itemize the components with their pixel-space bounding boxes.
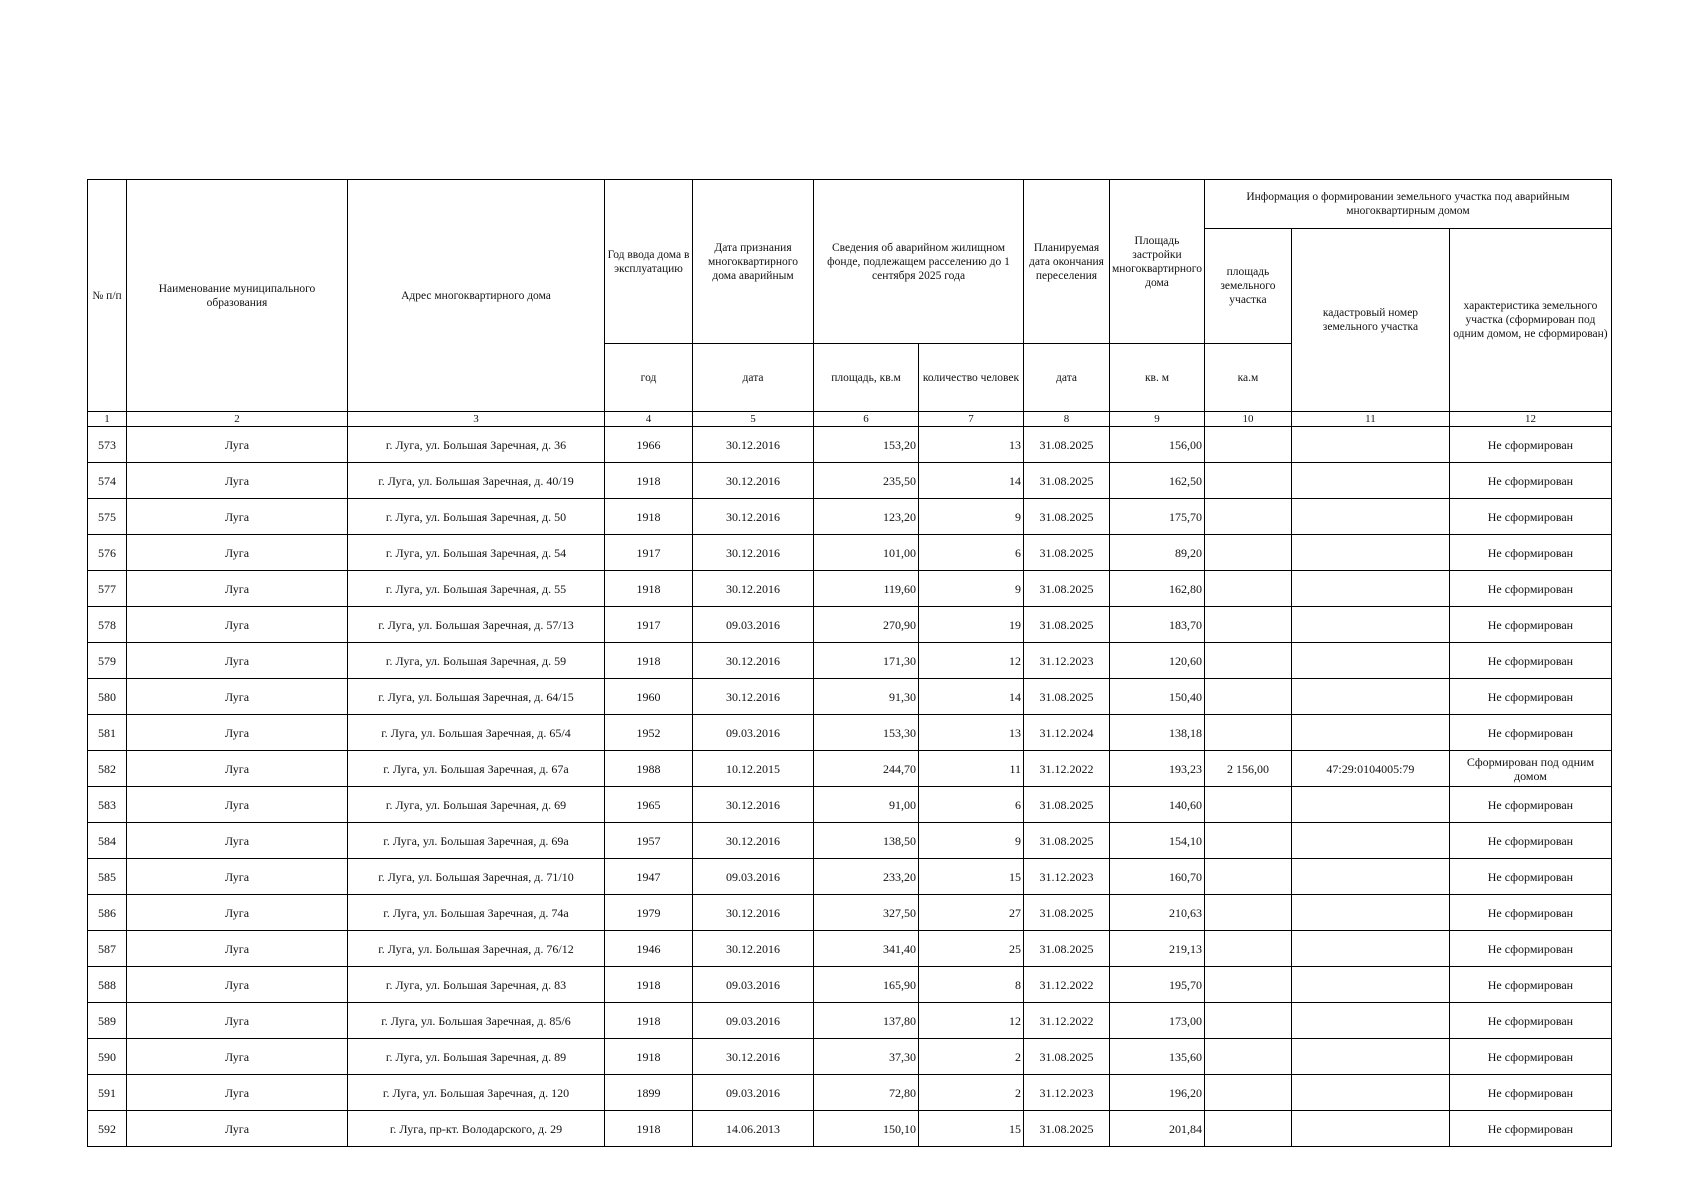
cell-planned-date: 31.08.2025 <box>1024 931 1110 967</box>
cell-emergency-date: 30.12.2016 <box>693 823 814 859</box>
cell-area: 91,30 <box>814 679 919 715</box>
table-row <box>88 859 1612 895</box>
housing-table <box>87 179 1612 1147</box>
cell-land-status: Не сформирован <box>1449 715 1611 751</box>
cell-building-area: 162,80 <box>1110 571 1205 607</box>
header-cadastral-number: кадастровый номер земельного участка <box>1291 229 1449 412</box>
cell-land-area <box>1204 895 1291 931</box>
cell-municipality: Луга <box>127 535 348 571</box>
cell-land-area <box>1204 463 1291 499</box>
cell-area: 150,10 <box>814 1111 919 1147</box>
cell-area: 327,50 <box>814 895 919 931</box>
cell-year-built: 1960 <box>605 679 693 715</box>
cell-year-built: 1979 <box>605 895 693 931</box>
cell-year-built: 1918 <box>605 1111 693 1147</box>
unit-area: площадь, кв.м <box>814 344 919 412</box>
cell-land-status: Не сформирован <box>1449 1039 1611 1075</box>
cell-cadastral-number <box>1291 895 1449 931</box>
cell-number: 581 <box>88 715 127 751</box>
cell-number: 587 <box>88 931 127 967</box>
cell-cadastral-number <box>1291 931 1449 967</box>
cell-emergency-date: 30.12.2016 <box>693 787 814 823</box>
cell-people: 9 <box>919 499 1024 535</box>
cell-address: г. Луга, ул. Большая Заречная, д. 120 <box>348 1075 605 1111</box>
cell-building-area: 120,60 <box>1110 643 1205 679</box>
cell-land-status: Не сформирован <box>1449 643 1611 679</box>
cell-year-built: 1966 <box>605 427 693 463</box>
cell-planned-date: 31.12.2023 <box>1024 643 1110 679</box>
cell-building-area: 150,40 <box>1110 679 1205 715</box>
cell-number: 586 <box>88 895 127 931</box>
cell-number: 588 <box>88 967 127 1003</box>
cell-year-built: 1918 <box>605 1039 693 1075</box>
cell-emergency-date: 30.12.2016 <box>693 571 814 607</box>
cell-municipality: Луга <box>127 427 348 463</box>
cell-address: г. Луга, ул. Большая Заречная, д. 54 <box>348 535 605 571</box>
cell-planned-date: 31.08.2025 <box>1024 679 1110 715</box>
cell-planned-date: 31.12.2022 <box>1024 751 1110 787</box>
table-row <box>88 607 1612 643</box>
cell-municipality: Луга <box>127 679 348 715</box>
cell-emergency-date: 30.12.2016 <box>693 463 814 499</box>
table-row <box>88 463 1612 499</box>
cell-number: 583 <box>88 787 127 823</box>
cell-land-area <box>1204 1003 1291 1039</box>
cell-building-area: 193,23 <box>1110 751 1205 787</box>
cell-area: 123,20 <box>814 499 919 535</box>
cell-land-status: Не сформирован <box>1449 679 1611 715</box>
cell-planned-date: 31.08.2025 <box>1024 787 1110 823</box>
cell-land-status: Не сформирован <box>1449 931 1611 967</box>
cell-emergency-date: 09.03.2016 <box>693 607 814 643</box>
cell-land-status: Не сформирован <box>1449 607 1611 643</box>
cell-year-built: 1952 <box>605 715 693 751</box>
cell-number: 592 <box>88 1111 127 1147</box>
cell-land-status: Не сформирован <box>1449 823 1611 859</box>
cell-planned-date: 31.08.2025 <box>1024 463 1110 499</box>
cell-emergency-date: 09.03.2016 <box>693 715 814 751</box>
cell-number: 579 <box>88 643 127 679</box>
cell-year-built: 1917 <box>605 607 693 643</box>
cell-emergency-date: 30.12.2016 <box>693 427 814 463</box>
cell-people: 27 <box>919 895 1024 931</box>
cell-land-status: Не сформирован <box>1449 859 1611 895</box>
cell-area: 37,30 <box>814 1039 919 1075</box>
header-municipality: Наименование муниципального образования <box>127 180 348 412</box>
cell-land-status: Не сформирован <box>1449 535 1611 571</box>
unit-land-area: ка.м <box>1204 344 1291 412</box>
column-number: 12 <box>1449 412 1611 427</box>
cell-cadastral-number <box>1291 715 1449 751</box>
cell-address: г. Луга, ул. Большая Заречная, д. 69а <box>348 823 605 859</box>
cell-address: г. Луга, ул. Большая Заречная, д. 67а <box>348 751 605 787</box>
cell-building-area: 175,70 <box>1110 499 1205 535</box>
table-row <box>88 1039 1612 1075</box>
cell-land-area <box>1204 1075 1291 1111</box>
unit-planned-date: дата <box>1024 344 1110 412</box>
cell-number: 577 <box>88 571 127 607</box>
cell-number: 591 <box>88 1075 127 1111</box>
cell-year-built: 1918 <box>605 571 693 607</box>
cell-municipality: Луга <box>127 787 348 823</box>
cell-land-area <box>1204 427 1291 463</box>
cell-land-status: Не сформирован <box>1449 571 1611 607</box>
cell-cadastral-number <box>1291 571 1449 607</box>
cell-land-status: Не сформирован <box>1449 895 1611 931</box>
header-year-built: Год ввода дома в эксплуатацию <box>605 180 693 344</box>
header-building-area: Площадь застройки многоквартирного дома <box>1110 180 1205 344</box>
cell-address: г. Луга, ул. Большая Заречная, д. 71/10 <box>348 859 605 895</box>
cell-municipality: Луга <box>127 1075 348 1111</box>
table-row <box>88 643 1612 679</box>
cell-land-area <box>1204 823 1291 859</box>
cell-cadastral-number <box>1291 967 1449 1003</box>
cell-emergency-date: 30.12.2016 <box>693 499 814 535</box>
cell-area: 138,50 <box>814 823 919 859</box>
cell-address: г. Луга, ул. Большая Заречная, д. 57/13 <box>348 607 605 643</box>
cell-land-status: Не сформирован <box>1449 427 1611 463</box>
cell-building-area: 135,60 <box>1110 1039 1205 1075</box>
cell-land-status: Не сформирован <box>1449 463 1611 499</box>
cell-emergency-date: 09.03.2016 <box>693 859 814 895</box>
cell-municipality: Луга <box>127 1111 348 1147</box>
cell-address: г. Луга, ул. Большая Заречная, д. 69 <box>348 787 605 823</box>
cell-number: 585 <box>88 859 127 895</box>
cell-emergency-date: 09.03.2016 <box>693 1003 814 1039</box>
cell-municipality: Луга <box>127 643 348 679</box>
cell-address: г. Луга, ул. Большая Заречная, д. 83 <box>348 967 605 1003</box>
cell-address: г. Луга, ул. Большая Заречная, д. 50 <box>348 499 605 535</box>
cell-land-status: Не сформирован <box>1449 787 1611 823</box>
cell-people: 13 <box>919 427 1024 463</box>
cell-cadastral-number <box>1291 1003 1449 1039</box>
cell-people: 6 <box>919 535 1024 571</box>
cell-land-area <box>1204 1039 1291 1075</box>
cell-land-area <box>1204 643 1291 679</box>
unit-date: дата <box>693 344 814 412</box>
cell-planned-date: 31.08.2025 <box>1024 607 1110 643</box>
cell-planned-date: 31.12.2023 <box>1024 859 1110 895</box>
cell-building-area: 219,13 <box>1110 931 1205 967</box>
cell-address: г. Луга, ул. Большая Заречная, д. 65/4 <box>348 715 605 751</box>
cell-municipality: Луга <box>127 463 348 499</box>
cell-planned-date: 31.08.2025 <box>1024 823 1110 859</box>
table-row <box>88 1003 1612 1039</box>
cell-planned-date: 31.08.2025 <box>1024 571 1110 607</box>
cell-year-built: 1988 <box>605 751 693 787</box>
cell-land-area <box>1204 859 1291 895</box>
cell-planned-date: 31.08.2025 <box>1024 1111 1110 1147</box>
cell-planned-date: 31.08.2025 <box>1024 427 1110 463</box>
cell-number: 584 <box>88 823 127 859</box>
cell-municipality: Луга <box>127 751 348 787</box>
column-number: 7 <box>919 412 1024 427</box>
cell-municipality: Луга <box>127 967 348 1003</box>
cell-address: г. Луга, ул. Большая Заречная, д. 74а <box>348 895 605 931</box>
cell-number: 582 <box>88 751 127 787</box>
cell-land-status: Не сформирован <box>1449 1075 1611 1111</box>
cell-municipality: Луга <box>127 499 348 535</box>
cell-people: 25 <box>919 931 1024 967</box>
cell-building-area: 154,10 <box>1110 823 1205 859</box>
cell-people: 11 <box>919 751 1024 787</box>
cell-address: г. Луга, ул. Большая Заречная, д. 59 <box>348 643 605 679</box>
cell-land-area <box>1204 1111 1291 1147</box>
cell-emergency-date: 09.03.2016 <box>693 1075 814 1111</box>
cell-address: г. Луга, ул. Большая Заречная, д. 64/15 <box>348 679 605 715</box>
cell-area: 244,70 <box>814 751 919 787</box>
cell-land-area <box>1204 607 1291 643</box>
unit-year: год <box>605 344 693 412</box>
cell-people: 12 <box>919 1003 1024 1039</box>
cell-area: 153,20 <box>814 427 919 463</box>
cell-municipality: Луга <box>127 607 348 643</box>
cell-municipality: Луга <box>127 1039 348 1075</box>
cell-land-area <box>1204 679 1291 715</box>
cell-building-area: 183,70 <box>1110 607 1205 643</box>
cell-municipality: Луга <box>127 859 348 895</box>
cell-cadastral-number <box>1291 643 1449 679</box>
cell-year-built: 1965 <box>605 787 693 823</box>
cell-planned-date: 31.08.2025 <box>1024 499 1110 535</box>
cell-number: 578 <box>88 607 127 643</box>
cell-emergency-date: 30.12.2016 <box>693 535 814 571</box>
cell-people: 14 <box>919 463 1024 499</box>
cell-emergency-date: 09.03.2016 <box>693 967 814 1003</box>
table-row <box>88 499 1612 535</box>
cell-area: 137,80 <box>814 1003 919 1039</box>
cell-land-area <box>1204 787 1291 823</box>
cell-cadastral-number <box>1291 1039 1449 1075</box>
cell-address: г. Луга, ул. Большая Заречная, д. 55 <box>348 571 605 607</box>
cell-number: 574 <box>88 463 127 499</box>
cell-address: г. Луга, ул. Большая Заречная, д. 36 <box>348 427 605 463</box>
table-row <box>88 571 1612 607</box>
cell-cadastral-number <box>1291 463 1449 499</box>
table-row <box>88 823 1612 859</box>
cell-emergency-date: 30.12.2016 <box>693 679 814 715</box>
column-numbers-row <box>88 412 1612 427</box>
column-number: 2 <box>127 412 348 427</box>
table-row <box>88 787 1612 823</box>
cell-planned-date: 31.12.2022 <box>1024 1003 1110 1039</box>
cell-year-built: 1918 <box>605 643 693 679</box>
cell-emergency-date: 14.06.2013 <box>693 1111 814 1147</box>
cell-planned-date: 31.12.2022 <box>1024 967 1110 1003</box>
cell-building-area: 140,60 <box>1110 787 1205 823</box>
cell-people: 15 <box>919 1111 1024 1147</box>
cell-number: 576 <box>88 535 127 571</box>
cell-cadastral-number <box>1291 859 1449 895</box>
column-number: 5 <box>693 412 814 427</box>
cell-year-built: 1957 <box>605 823 693 859</box>
cell-year-built: 1918 <box>605 499 693 535</box>
cell-year-built: 1947 <box>605 859 693 895</box>
cell-building-area: 156,00 <box>1110 427 1205 463</box>
header-emergency-date: Дата признания многоквартирного дома аварийным <box>693 180 814 344</box>
cell-land-status: Не сформирован <box>1449 1111 1611 1147</box>
cell-land-area <box>1204 967 1291 1003</box>
cell-land-area <box>1204 715 1291 751</box>
cell-building-area: 210,63 <box>1110 895 1205 931</box>
cell-address: г. Луга, ул. Большая Заречная, д. 40/19 <box>348 463 605 499</box>
cell-number: 589 <box>88 1003 127 1039</box>
table-row <box>88 535 1612 571</box>
table-row <box>88 427 1612 463</box>
cell-building-area: 195,70 <box>1110 967 1205 1003</box>
cell-building-area: 138,18 <box>1110 715 1205 751</box>
header-land-area: площадь земельного участка <box>1204 229 1291 344</box>
cell-address: г. Луга, ул. Большая Заречная, д. 76/12 <box>348 931 605 967</box>
unit-building-area: кв. м <box>1110 344 1205 412</box>
cell-planned-date: 31.12.2024 <box>1024 715 1110 751</box>
cell-cadastral-number: 47:29:0104005:79 <box>1291 751 1449 787</box>
cell-planned-date: 31.08.2025 <box>1024 895 1110 931</box>
cell-land-area <box>1204 571 1291 607</box>
cell-emergency-date: 30.12.2016 <box>693 643 814 679</box>
cell-people: 9 <box>919 571 1024 607</box>
cell-building-area: 201,84 <box>1110 1111 1205 1147</box>
column-number: 3 <box>348 412 605 427</box>
cell-people: 2 <box>919 1075 1024 1111</box>
cell-municipality: Луга <box>127 1003 348 1039</box>
cell-municipality: Луга <box>127 571 348 607</box>
cell-cadastral-number <box>1291 499 1449 535</box>
cell-address: г. Луга, пр-кт. Володарского, д. 29 <box>348 1111 605 1147</box>
cell-area: 119,60 <box>814 571 919 607</box>
cell-number: 575 <box>88 499 127 535</box>
cell-area: 165,90 <box>814 967 919 1003</box>
cell-people: 14 <box>919 679 1024 715</box>
cell-municipality: Луга <box>127 715 348 751</box>
cell-land-area <box>1204 535 1291 571</box>
table-body <box>88 427 1612 1147</box>
table-row <box>88 967 1612 1003</box>
cell-land-status: Сформирован под одним домом <box>1449 751 1611 787</box>
column-number: 4 <box>605 412 693 427</box>
cell-emergency-date: 10.12.2015 <box>693 751 814 787</box>
column-number: 8 <box>1024 412 1110 427</box>
table-row <box>88 715 1612 751</box>
cell-cadastral-number <box>1291 787 1449 823</box>
cell-land-area <box>1204 931 1291 967</box>
column-number: 1 <box>88 412 127 427</box>
cell-area: 233,20 <box>814 859 919 895</box>
cell-building-area: 173,00 <box>1110 1003 1205 1039</box>
cell-building-area: 162,50 <box>1110 463 1205 499</box>
cell-number: 590 <box>88 1039 127 1075</box>
table-row <box>88 895 1612 931</box>
cell-area: 341,40 <box>814 931 919 967</box>
table-row <box>88 751 1612 787</box>
cell-cadastral-number <box>1291 823 1449 859</box>
cell-land-area <box>1204 499 1291 535</box>
cell-emergency-date: 30.12.2016 <box>693 1039 814 1075</box>
cell-cadastral-number <box>1291 1111 1449 1147</box>
table-row <box>88 679 1612 715</box>
cell-year-built: 1917 <box>605 535 693 571</box>
cell-cadastral-number <box>1291 535 1449 571</box>
cell-planned-date: 31.08.2025 <box>1024 1039 1110 1075</box>
table-row <box>88 1075 1612 1111</box>
column-number: 11 <box>1291 412 1449 427</box>
cell-land-area: 2 156,00 <box>1204 751 1291 787</box>
cell-building-area: 196,20 <box>1110 1075 1205 1111</box>
cell-address: г. Луга, ул. Большая Заречная, д. 89 <box>348 1039 605 1075</box>
column-number: 6 <box>814 412 919 427</box>
cell-year-built: 1918 <box>605 463 693 499</box>
cell-municipality: Луга <box>127 931 348 967</box>
cell-area: 270,90 <box>814 607 919 643</box>
cell-building-area: 160,70 <box>1110 859 1205 895</box>
cell-address: г. Луга, ул. Большая Заречная, д. 85/6 <box>348 1003 605 1039</box>
cell-cadastral-number <box>1291 679 1449 715</box>
unit-people: количество человек <box>919 344 1024 412</box>
header-land-characteristic: характеристика земельного участка (сформирован под одним домом, не сформирован) <box>1449 229 1611 412</box>
cell-number: 580 <box>88 679 127 715</box>
table-header <box>88 180 1612 427</box>
cell-area: 91,00 <box>814 787 919 823</box>
cell-people: 15 <box>919 859 1024 895</box>
header-number: № п/п <box>88 180 127 412</box>
column-number: 10 <box>1204 412 1291 427</box>
cell-people: 2 <box>919 1039 1024 1075</box>
cell-planned-date: 31.12.2023 <box>1024 1075 1110 1111</box>
header-address: Адрес многоквартирного дома <box>348 180 605 412</box>
cell-municipality: Луга <box>127 823 348 859</box>
cell-land-status: Не сформирован <box>1449 967 1611 1003</box>
header-emergency-fund: Сведения об аварийном жилищном фонде, подлежащем расселению до 1 сентября 2025 года <box>814 180 1024 344</box>
cell-area: 153,30 <box>814 715 919 751</box>
header-land-info: Информация о формировании земельного участка под аварийным многоквартирным домом <box>1204 180 1611 229</box>
cell-area: 72,80 <box>814 1075 919 1111</box>
cell-planned-date: 31.08.2025 <box>1024 535 1110 571</box>
cell-building-area: 89,20 <box>1110 535 1205 571</box>
table-row <box>88 931 1612 967</box>
table-row <box>88 1111 1612 1147</box>
cell-people: 19 <box>919 607 1024 643</box>
cell-people: 6 <box>919 787 1024 823</box>
header-planned-date: Планируемая дата окончания переселения <box>1024 180 1110 344</box>
cell-year-built: 1918 <box>605 1003 693 1039</box>
cell-people: 8 <box>919 967 1024 1003</box>
cell-people: 12 <box>919 643 1024 679</box>
cell-land-status: Не сформирован <box>1449 499 1611 535</box>
cell-municipality: Луга <box>127 895 348 931</box>
cell-cadastral-number <box>1291 427 1449 463</box>
cell-emergency-date: 30.12.2016 <box>693 895 814 931</box>
cell-area: 171,30 <box>814 643 919 679</box>
cell-area: 235,50 <box>814 463 919 499</box>
column-number: 9 <box>1110 412 1205 427</box>
cell-year-built: 1946 <box>605 931 693 967</box>
cell-people: 13 <box>919 715 1024 751</box>
cell-emergency-date: 30.12.2016 <box>693 931 814 967</box>
cell-year-built: 1918 <box>605 967 693 1003</box>
cell-land-status: Не сформирован <box>1449 1003 1611 1039</box>
cell-number: 573 <box>88 427 127 463</box>
cell-cadastral-number <box>1291 607 1449 643</box>
cell-year-built: 1899 <box>605 1075 693 1111</box>
cell-people: 9 <box>919 823 1024 859</box>
cell-cadastral-number <box>1291 1075 1449 1111</box>
cell-area: 101,00 <box>814 535 919 571</box>
